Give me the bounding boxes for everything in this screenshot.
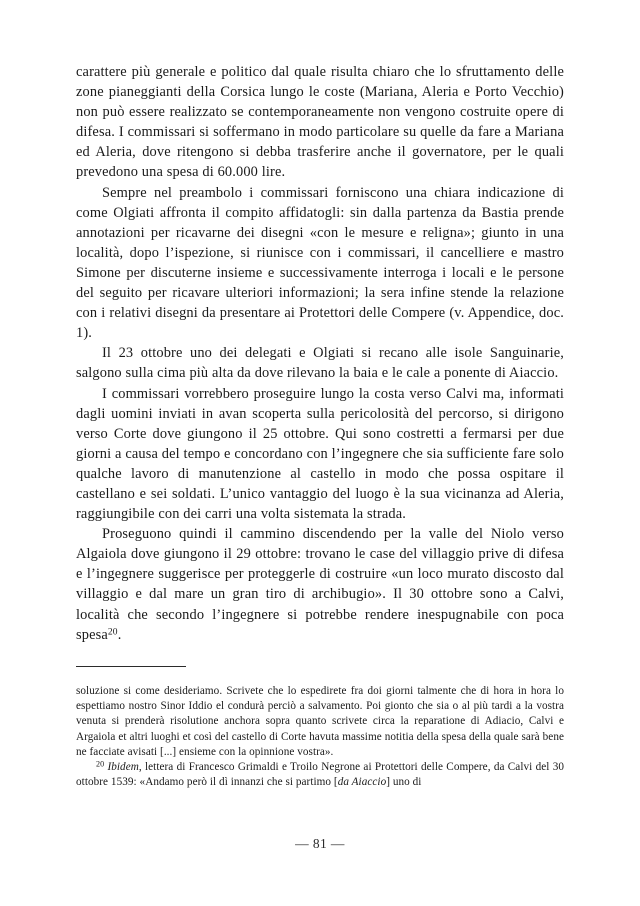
body-paragraph-5-tail: .: [117, 626, 122, 643]
footnote-entry-20: [76, 760, 564, 790]
body-text-block: [76, 62, 564, 645]
footnote-number-20: 20: [96, 759, 105, 769]
body-paragraph-5: [76, 524, 564, 645]
body-paragraph-3: Il 23 ottobre uno dei delegati e Olgiati si recano alle isole Sanguinarie, salgono sulla cima più alta da dove rilevano la baia e le cale a ponente di Aiaccio.: [76, 345, 564, 382]
footnote-italic-da-aiaccio: da Aiaccio: [337, 776, 387, 789]
footnote-separator-rule: [76, 666, 186, 667]
footnote-continuation-text: soluzione si come desideriamo. Scrivete che lo espedirete fra doi giorni talmente che di hora in hora lo espettiamo nostro Sinor Iddio el condurà perciò a salvamento. Poi gionto che sia o al più tardi a la vostra venuta si prenderà risolutione anchora sopra quanto scrivete circa la reparatione di Adiacio, Calvi e Argaiola et altri luoghi et così del castello di Corte havuta massime notitia della spesa della quale sarà bene ne facciate avisati [...] ensieme con la opinnione vostra».: [76, 685, 564, 758]
footnote-segment-2: ] uno di: [386, 776, 422, 789]
body-paragraph-1: carattere più generale e politico dal quale risulta chiaro che lo sfruttamento delle zone pianeggianti della Corsica lungo le coste (Mariana, Aleria e Porto Vecchio) non può essere realizzato se contemporaneamente non vengono costruite opere di difesa. I commissari si soffermano in modo particolare su quelle da fare a Mariana ed Aleria, dove ritengono si debba trasferire anche il governatore, per le quali prevedono una spesa di 60.000 lire.: [76, 64, 564, 181]
footnote-italic-ibidem: Ibidem: [107, 761, 139, 774]
body-paragraph-2: Sempre nel preambolo i commissari forniscono una chiara indicazione di come Olgiati affronta il compito affidatogli: sin dalla partenza da Bastia prende annotazioni per ricavarne dei disegni «con le mesure e religna»; giunto in una località, dopo l’ispezione, si riunisce con i commissari, il cancelliere e mastro Simone per discuterne insieme e successivamente interroga i locali e le persone del seguito per ricavare ulteriori informazioni; la sera infine stende la relazione con i relativi disegni da presentare ai Protettori delle Compere (v. Appendice, doc. 1).: [76, 184, 564, 342]
footnote-segment-1: , lettera di Francesco Grimaldi e Troilo Negrone ai Protettori delle Compere, da Calvi del 30 ottobre 1539: «Andamo però il dì innanzi che si partimo [: [76, 761, 564, 789]
body-paragraph-5-text: Proseguono quindi il cammino discendendo per la valle del Niolo verso Algaiola dove giungono il 29 ottobre: trovano le case del villaggio prive di difesa e l’ingegnere suggerisce per proteggerle di costruire «un loco murato discosto dal villaggio e dal mare un gran tiro di archibugio». Il 30 ottobre sono a Calvi, località che secondo l’ingegnere si potrebbe rendere inespugnabile con poca spesa: [76, 526, 564, 643]
footnote-reference-20[interactable]: 20: [107, 627, 118, 638]
page-number: — 81 —: [295, 836, 345, 851]
footnotes-section: [76, 666, 564, 790]
body-paragraph-4: I commissari vorrebbero proseguire lungo la costa verso Calvi ma, informati dagli uomini inviati in avan scoperta sulla pericolosità del percorso, si dirigono verso Corte dove giungono il 25 ottobre. Qui sono costretti a fermarsi per due giorni a causa del tempo e concordano con l’ingegnere che sia sufficiente fare solo qualche lavoro di manutenzione al castello in modo che possa ospitare il castellano e sei soldati. L’unico vantaggio del luogo è la sua vicinanza ad Aleria, raggiungibile con dei carri una volta sistemata la strada.: [76, 385, 564, 523]
